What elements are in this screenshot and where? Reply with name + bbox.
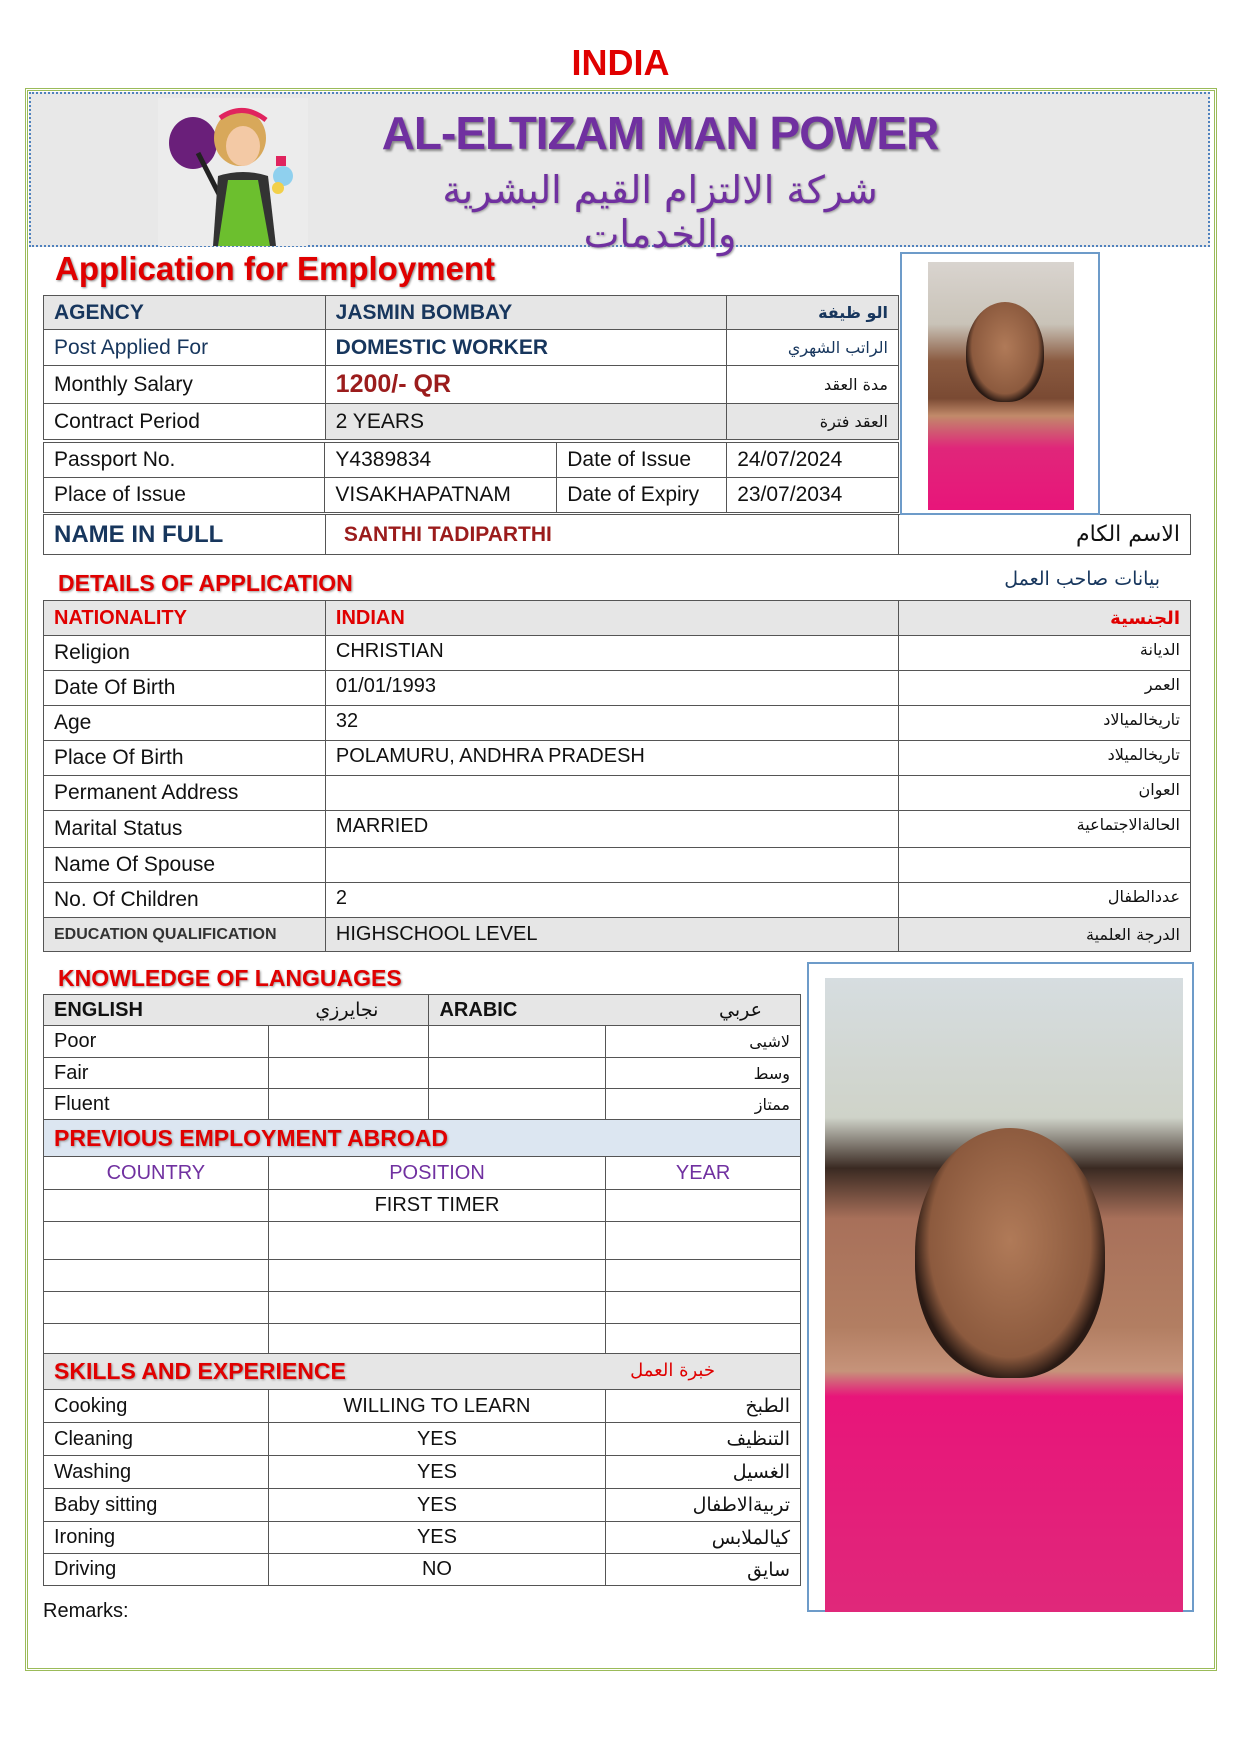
skill-ironing-arabic: كيالملابس <box>606 1522 801 1554</box>
remarks-label: Remarks: <box>43 1600 129 1622</box>
table-row <box>44 1489 801 1522</box>
contract-label: Contract Period <box>44 404 326 440</box>
table-row <box>44 296 899 330</box>
nationality-arabic: الجنسية <box>899 601 1191 636</box>
marital-status-value: MARRIED <box>325 811 898 848</box>
passport-no-label: Passport No. <box>44 443 325 478</box>
place-of-birth-value: POLAMURU, ANDHRA PRADESH <box>325 741 898 776</box>
issue-date-label: Date of Issue <box>557 443 727 478</box>
address-value <box>325 776 898 811</box>
agency-arabic: الو ظيفة <box>727 296 899 330</box>
maid-logo-icon <box>158 98 308 246</box>
skill-driving-value: NO <box>268 1554 606 1586</box>
table-row <box>44 1354 801 1390</box>
company-name-english: AL-ELTIZAM MAN POWER <box>381 107 939 159</box>
table-row <box>44 671 1191 706</box>
english-fair-cell <box>268 1058 429 1089</box>
skills-section-title: SKILLS AND EXPERIENCE <box>54 1358 346 1384</box>
table-row <box>44 995 801 1026</box>
employment-year-cell <box>606 1190 801 1222</box>
religion-value: CHRISTIAN <box>325 636 898 671</box>
employment-year-cell <box>606 1222 801 1260</box>
skill-driving-arabic: سايق <box>606 1554 801 1586</box>
skill-babysitting-label: Baby sitting <box>44 1489 269 1522</box>
full-name-value: SANTHI TADIPARTHI <box>325 515 898 555</box>
application-title: Application for Employment <box>55 250 496 287</box>
skill-washing-arabic: الغسيل <box>606 1456 801 1489</box>
application-table <box>43 295 899 440</box>
table-row <box>44 366 899 404</box>
table-row <box>44 1390 801 1423</box>
marital-status-label: Marital Status <box>44 811 326 848</box>
name-table <box>43 514 1191 555</box>
table-row <box>44 706 1191 741</box>
employment-section-title: PREVIOUS EMPLOYMENT ABROAD <box>44 1120 801 1157</box>
employment-year-cell <box>606 1324 801 1356</box>
skill-ironing-label: Ironing <box>44 1522 269 1554</box>
table-row <box>44 1190 801 1222</box>
table-row <box>44 636 1191 671</box>
table-row <box>44 1554 801 1586</box>
english-header <box>44 995 429 1026</box>
nationality-value: INDIAN <box>325 601 898 636</box>
salary-value: 1200/- QR <box>325 366 726 404</box>
skill-washing-value: YES <box>268 1456 606 1489</box>
table-row <box>44 776 1191 811</box>
skill-babysitting-value: YES <box>268 1489 606 1522</box>
contract-arabic: العقد فترة <box>727 404 899 440</box>
passport-no-value: Y4389834 <box>325 443 557 478</box>
table-row <box>44 1292 801 1324</box>
position-column-header: POSITION <box>268 1157 606 1190</box>
employment-country-cell <box>44 1260 269 1292</box>
dob-label: Date Of Birth <box>44 671 326 706</box>
arabic-label: ARABIC <box>439 999 518 1021</box>
country-title: INDIA <box>571 42 670 83</box>
table-row <box>44 1089 801 1120</box>
english-label: ENGLISH <box>54 999 143 1021</box>
languages-table <box>43 994 801 1120</box>
full-photo-frame <box>807 962 1194 1612</box>
expiry-date-label: Date of Expiry <box>557 478 727 513</box>
children-arabic: عددالطفال <box>899 883 1191 918</box>
children-value: 2 <box>325 883 898 918</box>
spouse-value <box>325 848 898 883</box>
education-value: HIGHSCHOOL LEVEL <box>325 918 898 952</box>
level-poor-arabic: لاشيى <box>606 1026 801 1058</box>
skill-ironing-value: YES <box>268 1522 606 1554</box>
table-row <box>44 515 1191 555</box>
address-label: Permanent Address <box>44 776 326 811</box>
level-fluent-arabic: ممتاز <box>606 1089 801 1120</box>
nationality-label: NATIONALITY <box>44 601 326 636</box>
place-of-birth-label: Place Of Birth <box>44 741 326 776</box>
passport-photo-frame <box>900 252 1100 515</box>
employment-position-cell <box>268 1260 606 1292</box>
skill-driving-label: Driving <box>44 1554 269 1586</box>
table-row <box>44 478 899 513</box>
age-value: 32 <box>325 706 898 741</box>
post-value: DOMESTIC WORKER <box>325 330 726 366</box>
place-of-birth-arabic: تاريخالميلاد <box>899 741 1191 776</box>
salary-arabic: مدة العقد <box>727 366 899 404</box>
skill-cleaning-arabic: التنظيف <box>606 1423 801 1456</box>
table-row <box>44 404 899 440</box>
full-name-arabic: الاسم الكام <box>899 515 1191 555</box>
table-row <box>44 1120 801 1157</box>
table-row <box>44 1058 801 1089</box>
table-row <box>44 601 1191 636</box>
table-row <box>44 1260 801 1292</box>
skill-cooking-label: Cooking <box>44 1390 269 1423</box>
arabic-arabic-label: عربي <box>719 999 762 1021</box>
skills-section-title-arabic: خبرة العمل <box>630 1360 715 1381</box>
employment-country-cell <box>44 1324 269 1356</box>
contract-value: 2 YEARS <box>325 404 726 440</box>
details-section-title-arabic: بيانات صاحب العمل <box>1004 568 1160 590</box>
arabic-header <box>429 995 801 1026</box>
languages-section-title: KNOWLEDGE OF LANGUAGES <box>58 965 402 991</box>
year-column-header: YEAR <box>606 1157 801 1190</box>
table-row <box>44 883 1191 918</box>
agency-value: JASMIN BOMBAY <box>325 296 726 330</box>
agency-label: AGENCY <box>44 296 326 330</box>
age-arabic: تاريخالميالاد <box>899 706 1191 741</box>
employment-table <box>43 1119 801 1356</box>
employment-position-cell <box>268 1222 606 1260</box>
english-fluent-cell <box>268 1089 429 1120</box>
marital-status-arabic: الحالةالاجتماعية <box>899 811 1191 848</box>
passport-table <box>43 442 899 513</box>
level-poor: Poor <box>44 1026 269 1058</box>
skills-header <box>44 1354 801 1390</box>
table-row <box>44 330 899 366</box>
table-row <box>44 1026 801 1058</box>
salary-label: Monthly Salary <box>44 366 326 404</box>
skill-babysitting-arabic: تربيةالاطفال <box>606 1489 801 1522</box>
skill-cleaning-label: Cleaning <box>44 1423 269 1456</box>
english-arabic-label: نجايرزي <box>315 999 379 1021</box>
employment-year-cell <box>606 1292 801 1324</box>
applicant-full-photo <box>825 978 1183 1612</box>
table-row <box>44 1522 801 1554</box>
employment-position-cell <box>268 1292 606 1324</box>
address-arabic: العوان <box>899 776 1191 811</box>
skill-cleaning-value: YES <box>268 1423 606 1456</box>
employment-country-cell <box>44 1292 269 1324</box>
level-fair-arabic: وسط <box>606 1058 801 1089</box>
skill-cooking-arabic: الطبخ <box>606 1390 801 1423</box>
arabic-poor-cell <box>429 1026 606 1058</box>
table-row <box>44 848 1191 883</box>
table-row <box>44 443 899 478</box>
table-row <box>44 811 1191 848</box>
arabic-fluent-cell <box>429 1089 606 1120</box>
employment-position-cell <box>268 1324 606 1356</box>
level-fair: Fair <box>44 1058 269 1089</box>
place-issue-value: VISAKHAPATNAM <box>325 478 557 513</box>
education-label: EDUCATION QUALIFICATION <box>44 918 326 952</box>
table-row <box>44 918 1191 952</box>
spouse-arabic <box>899 848 1191 883</box>
applicant-portrait-photo <box>928 262 1074 510</box>
company-name-arabic: شركة الالتزام القيم البشرية والخدمات <box>442 168 878 256</box>
dob-arabic: العمر <box>899 671 1191 706</box>
full-name-label: NAME IN FULL <box>44 515 326 555</box>
details-section-title: DETAILS OF APPLICATION <box>58 570 353 596</box>
skill-washing-label: Washing <box>44 1456 269 1489</box>
children-label: No. Of Children <box>44 883 326 918</box>
education-arabic: الدرجة العلمية <box>899 918 1191 952</box>
details-table <box>43 600 1191 952</box>
post-arabic: الراتب الشهري <box>727 330 899 366</box>
employment-year-cell <box>606 1260 801 1292</box>
age-label: Age <box>44 706 326 741</box>
table-row <box>44 1456 801 1489</box>
issue-date-value: 24/07/2024 <box>727 443 899 478</box>
spouse-label: Name Of Spouse <box>44 848 326 883</box>
country-column-header: COUNTRY <box>44 1157 269 1190</box>
table-row <box>44 741 1191 776</box>
arabic-fair-cell <box>429 1058 606 1089</box>
employment-position-cell: FIRST TIMER <box>268 1190 606 1222</box>
english-poor-cell <box>268 1026 429 1058</box>
table-row <box>44 1222 801 1260</box>
religion-label: Religion <box>44 636 326 671</box>
employment-country-cell <box>44 1190 269 1222</box>
table-row <box>44 1324 801 1356</box>
employment-country-cell <box>44 1222 269 1260</box>
post-label: Post Applied For <box>44 330 326 366</box>
place-issue-label: Place of Issue <box>44 478 325 513</box>
skills-table <box>43 1353 801 1586</box>
expiry-date-value: 23/07/2034 <box>727 478 899 513</box>
table-row <box>44 1157 801 1190</box>
dob-value: 01/01/1993 <box>325 671 898 706</box>
table-row <box>44 1423 801 1456</box>
religion-arabic: الديانة <box>899 636 1191 671</box>
skill-cooking-value: WILLING TO LEARN <box>268 1390 606 1423</box>
level-fluent: Fluent <box>44 1089 269 1120</box>
